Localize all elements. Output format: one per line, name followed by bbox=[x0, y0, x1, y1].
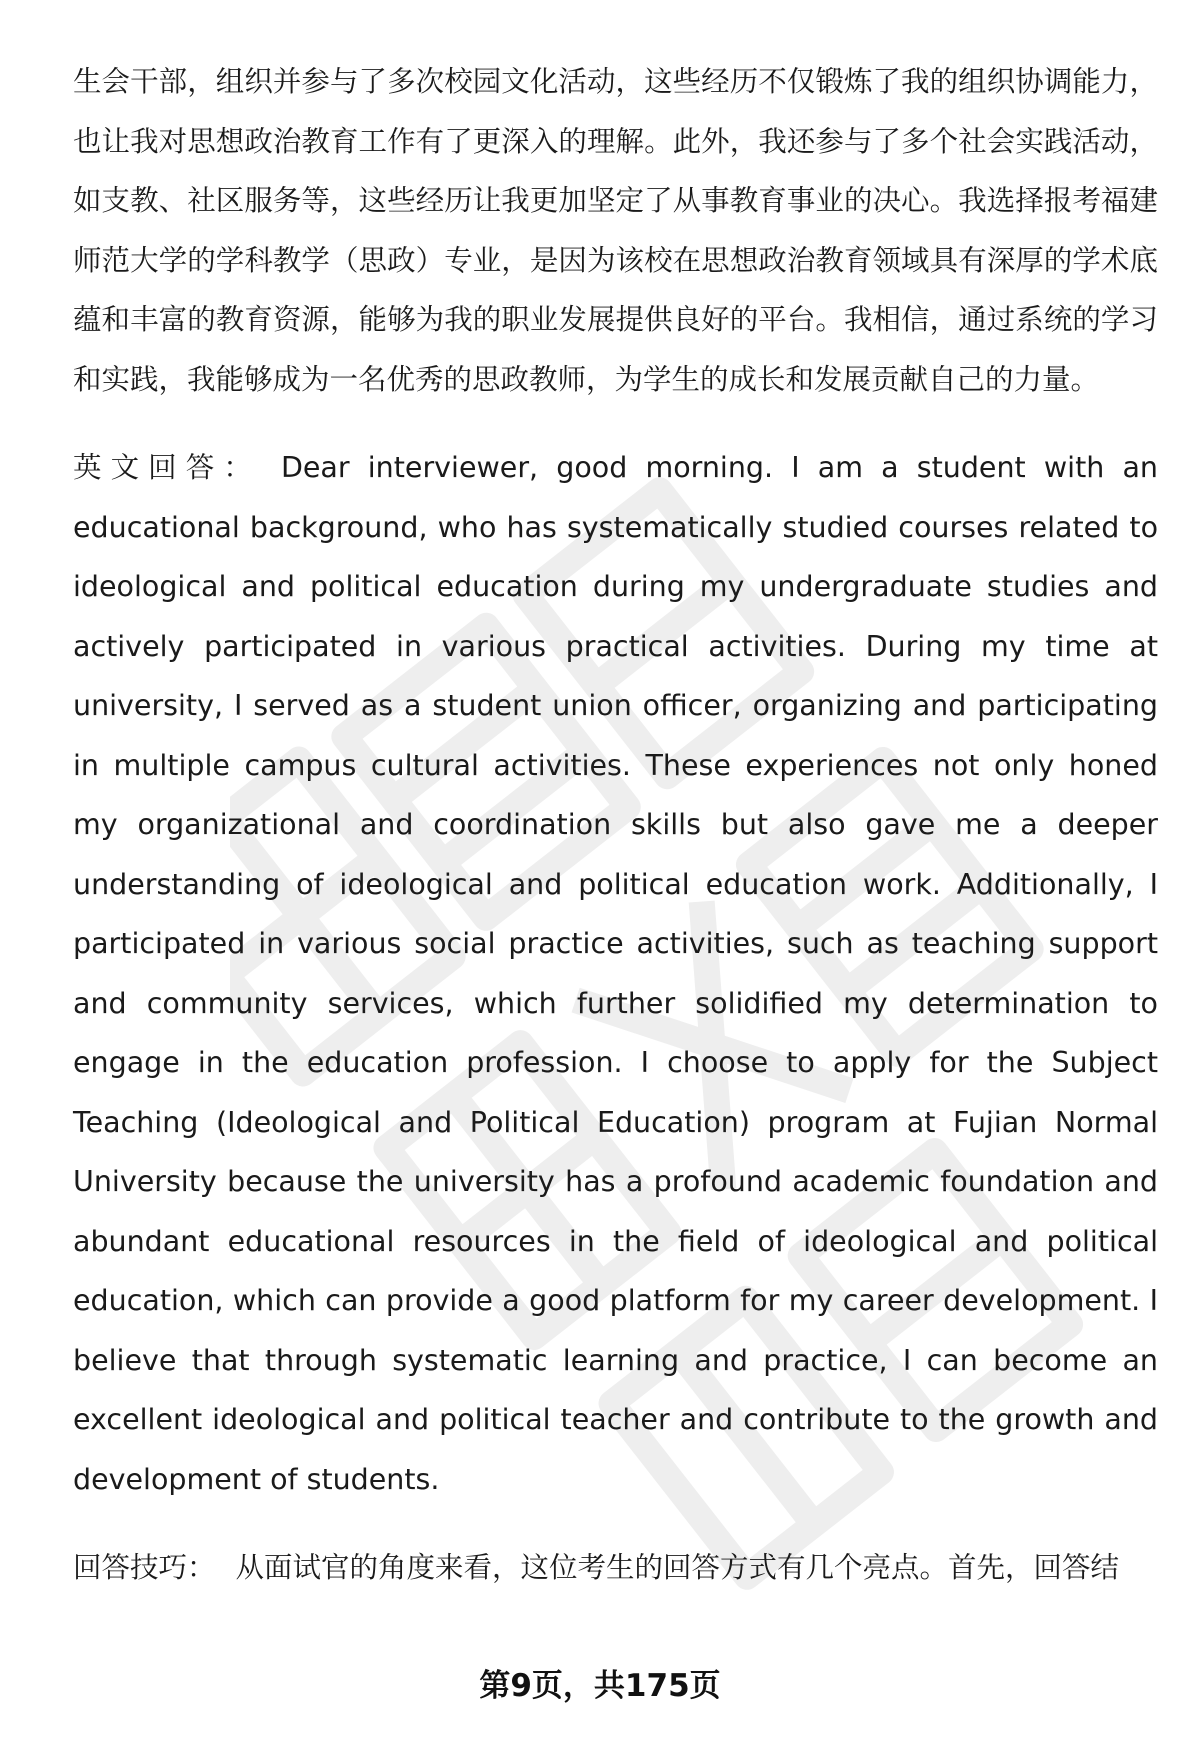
answer-tips-label: 回答技巧： bbox=[73, 1551, 216, 1584]
document-body bbox=[73, 52, 1158, 1598]
answer-tips-text: 从面试官的角度来看，这位考生的回答方式有几个亮点。首先，回答结 bbox=[235, 1551, 1120, 1584]
english-answer-text: Dear interviewer, good morning. I am a student with an educational background, who has systematically studied courses related to ideological and political education during my undergraduate studies and actively participated in various practical activities. During my time at university, I served as a student union officer, organizing and participating in multiple campus cultural activities. These experiences not only honed my organizational and coordination skills but also gave me a deeper understanding of ideological and political education work. Additionally, I participated in various social practice activities, such as teaching support and community services, which further solidified my determination to engage in the education profession. I choose to apply for the Subject Teaching (Ideological and Political Education) program at Fujian Normal University because the university has a profound academic foundation and abundant educational resources in the field of ideological and political education, which can provide a good platform for my career development. I believe that through systematic learning and practice, I can become an excellent ideological and political teacher and contribute to the growth and development of students. bbox=[73, 451, 1158, 1496]
english-answer-label: 英文回答： bbox=[73, 451, 261, 484]
english-answer-paragraph bbox=[73, 438, 1158, 1509]
answer-tips-paragraph bbox=[73, 1538, 1158, 1598]
page-number-footer: 第9页，共175页 bbox=[479, 1668, 721, 1704]
chinese-answer-paragraph: 生会干部，组织并参与了多次校园文化活动，这些经历不仅锻炼了我的组织协调能力，也让我对思想政治教育工作有了更深入的理解。此外，我还参与了多个社会实践活动，如支教、社区服务等，这些经历让我更加坚定了从事教育事业的决心。我选择报考福建师范大学的学科教学（思政）专业，是因为该校在思想政治教育领域具有深厚的学术底蕴和丰富的教育资源，能够为我的职业发展提供良好的平台。我相信，通过系统的学习和实践，我能够成为一名优秀的思政教师，为学生的成长和发展贡献自己的力量。 bbox=[73, 65, 1158, 396]
